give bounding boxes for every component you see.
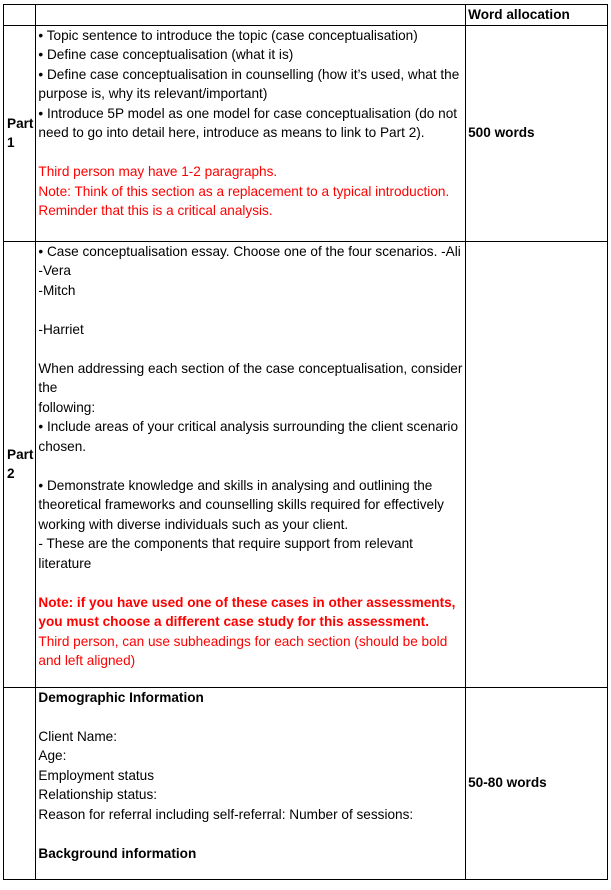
spacer — [38, 300, 465, 320]
part1-note-third-person: Third person may have 1-2 paragraphs. — [38, 164, 278, 179]
part2-label-word: Part — [7, 446, 34, 462]
part2-label-number: 2 — [7, 466, 15, 481]
part2-row — [4, 241, 608, 687]
part2-following: following: — [38, 399, 96, 415]
header-row — [4, 5, 608, 26]
part1-label — [4, 25, 36, 241]
part1-content — [36, 25, 466, 241]
demographic-content — [36, 687, 466, 879]
part2-components: - These are the components that require support from relevant literature — [38, 536, 413, 571]
part2-bullet-critical: • Include areas of your critical analysis surrounding the client scenario chosen. — [38, 419, 459, 454]
demographic-label-cell — [4, 687, 36, 879]
part2-note-third-person: Third person, can use subheadings for each section (should be bold and left aligned) — [38, 633, 448, 668]
part2-note-bold: Note: if you have used one of these cases in other assessments, you must choose a different case study for this assessment. — [38, 594, 456, 629]
part1-bullet-counselling: • Define case conceptualisation in counselling (how it’s used, what the purpose is, why its relevant/important) — [38, 66, 460, 101]
part2-addressing: When addressing each section of the case conceptualisation, consider the — [38, 360, 463, 395]
background-heading: Background information — [38, 845, 197, 861]
demographic-referral: Reason for referral including self-referral: Number of sessions: — [38, 806, 414, 822]
part1-label-word: Part — [7, 115, 34, 131]
part1-word-allocation: 500 words — [466, 25, 608, 241]
demographic-row — [4, 687, 608, 879]
demographic-employment: Employment status — [38, 767, 155, 783]
part2-bullet-knowledge: • Demonstrate knowledge and skills in analysing and outlining the theoretical frameworks and counselling skills required for effectively working with diverse individuals such as your client. — [38, 477, 444, 532]
part1-label-number: 1 — [7, 135, 15, 150]
part1-bullet-topic: • Topic sentence to introduce the topic (case conceptualisation) — [38, 27, 418, 43]
demographic-client-name: Client Name: — [38, 728, 117, 744]
assessment-table — [3, 4, 608, 880]
header-part-cell — [4, 5, 36, 26]
spacer — [38, 456, 465, 476]
spacer — [38, 707, 465, 727]
part2-case-mitch: -Mitch — [38, 282, 76, 298]
part1-bullet-5p: • Introduce 5P model as one model for case conceptualisation (do not need to go into detail here, introduce as means to link to Part 2). — [38, 105, 458, 140]
part1-note-replacement: Note: Think of this section as a replacement to a typical introduction. Reminder that this is a critical analysis. — [38, 183, 450, 218]
part2-intro: • Case conceptualisation essay. Choose one of the four scenarios. -Ali — [38, 243, 461, 259]
demographic-age: Age: — [38, 748, 67, 763]
spacer — [38, 143, 465, 163]
demographic-word-allocation: 50-80 words — [466, 687, 608, 879]
part2-content — [36, 241, 466, 687]
spacer — [38, 824, 465, 844]
part2-label — [4, 241, 36, 687]
demographic-heading: Demographic Information — [38, 689, 204, 705]
part2-case-vera: -Vera — [38, 263, 71, 278]
part2-word-allocation — [466, 241, 608, 687]
part1-row — [4, 25, 608, 241]
header-content-cell — [36, 5, 466, 26]
part2-case-harriet: -Harriet — [38, 321, 84, 337]
demographic-relationship: Relationship status: — [38, 787, 158, 802]
part1-bullet-define: • Define case conceptualisation (what it is) — [38, 47, 294, 62]
spacer — [38, 339, 465, 359]
spacer — [38, 573, 465, 593]
header-word-allocation: Word allocation — [466, 5, 608, 26]
